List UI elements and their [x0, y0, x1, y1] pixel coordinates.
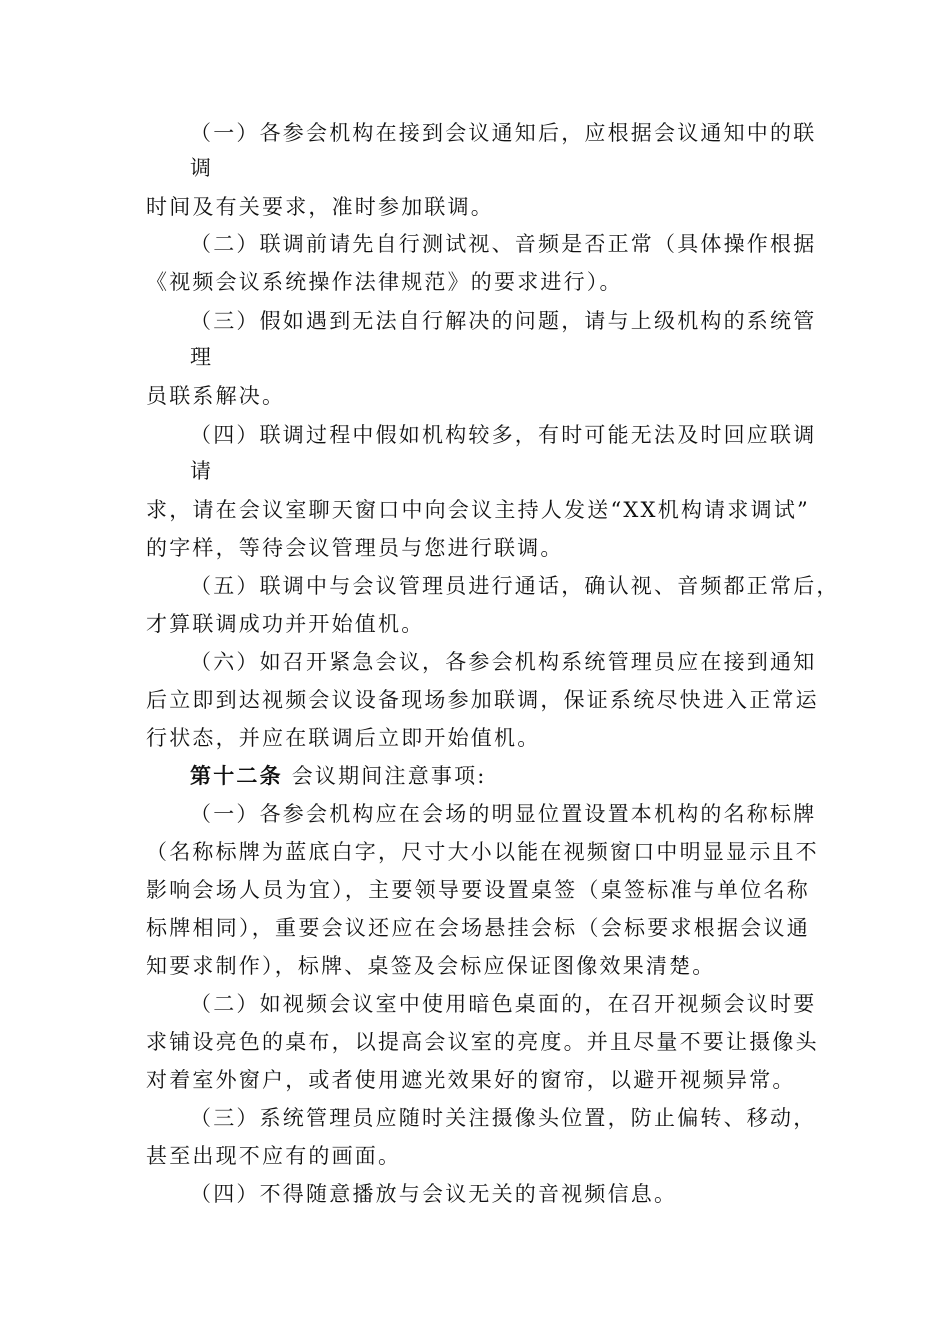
paragraph-line: 才算联调成功并开始值机。: [146, 612, 425, 636]
paragraph-line: 知要求制作），标牌、桌签及会标应保证图像效果清楚。: [146, 954, 716, 978]
paragraph-line: （三）系统管理员应随时关注摄像头位置，防止偏转、移动，: [190, 1106, 817, 1130]
paragraph-line: 求铺设亮色的桌布，以提高会议室的亮度。并且尽量不要让摄像头: [146, 1030, 819, 1054]
article-title: 会议期间注意事项:: [291, 764, 487, 788]
paragraph-line: 求，请在会议室聊天窗口中向会议主持人发送“XX机构请求调试”: [146, 498, 810, 522]
paragraph-line: （四）联调过程中假如机构较多，有时可能无法及时回应联调: [190, 423, 817, 447]
paragraph-line: （六）如召开紧急会议，各参会机构系统管理员应在接到通知: [190, 650, 817, 674]
paragraph-line: 标牌相同），重要会议还应在会场悬挂会标（会标要求根据会议通: [146, 916, 810, 940]
paragraph-line: 后立即到达视频会议设备现场参加联调，保证系统尽快进入正常运: [146, 688, 819, 712]
article-heading-line: [190, 757, 810, 795]
paragraph-line: 调: [190, 156, 214, 180]
paragraph-line: 的字样，等待会议管理员与您进行联调。: [146, 536, 564, 560]
paragraph-line: 对着室外窗户，或者使用遮光效果好的窗帘，以避开视频异常。: [146, 1068, 796, 1092]
paragraph-line: （二）如视频会议室中使用暗色桌面的，在召开视频会议时要: [190, 992, 817, 1016]
paragraph-line: 理: [190, 345, 214, 369]
paragraph-line: （二）联调前请先自行测试视、音频是否正常（具体操作根据: [190, 232, 817, 256]
paragraph-line: （五）联调中与会议管理员进行通话，确认视、音频都正常后，: [190, 574, 840, 598]
paragraph-line: （三）假如遇到无法自行解决的问题，请与上级机构的系统管: [190, 309, 817, 333]
paragraph-line: 影响会场人员为宜），主要领导要设置桌签（桌签标准与单位名称: [146, 878, 810, 902]
paragraph-line: （一）各参会机构在接到会议通知后，应根据会议通知中的联: [190, 121, 817, 145]
paragraph-line: （一）各参会机构应在会场的明显位置设置本机构的名称标牌: [190, 802, 817, 826]
paragraph-line: 甚至出现不应有的画面。: [146, 1144, 402, 1168]
paragraph-line: 时间及有关要求，准时参加联调。: [146, 195, 494, 219]
paragraph-line: 请: [190, 459, 214, 483]
paragraph-line: 《视频会议系统操作法律规范》的要求进行）。: [146, 270, 623, 294]
paragraph-line: （四）不得随意播放与会议无关的音视频信息。: [190, 1182, 678, 1206]
paragraph-line: 员联系解决。: [146, 384, 286, 408]
paragraph-line: （名称标牌为蓝底白字，尺寸大小以能在视频窗口中明显显示且不: [146, 840, 819, 864]
article-label: 第十二条: [190, 763, 283, 788]
paragraph-line: 行状态，并应在联调后立即开始值机。: [146, 726, 541, 750]
